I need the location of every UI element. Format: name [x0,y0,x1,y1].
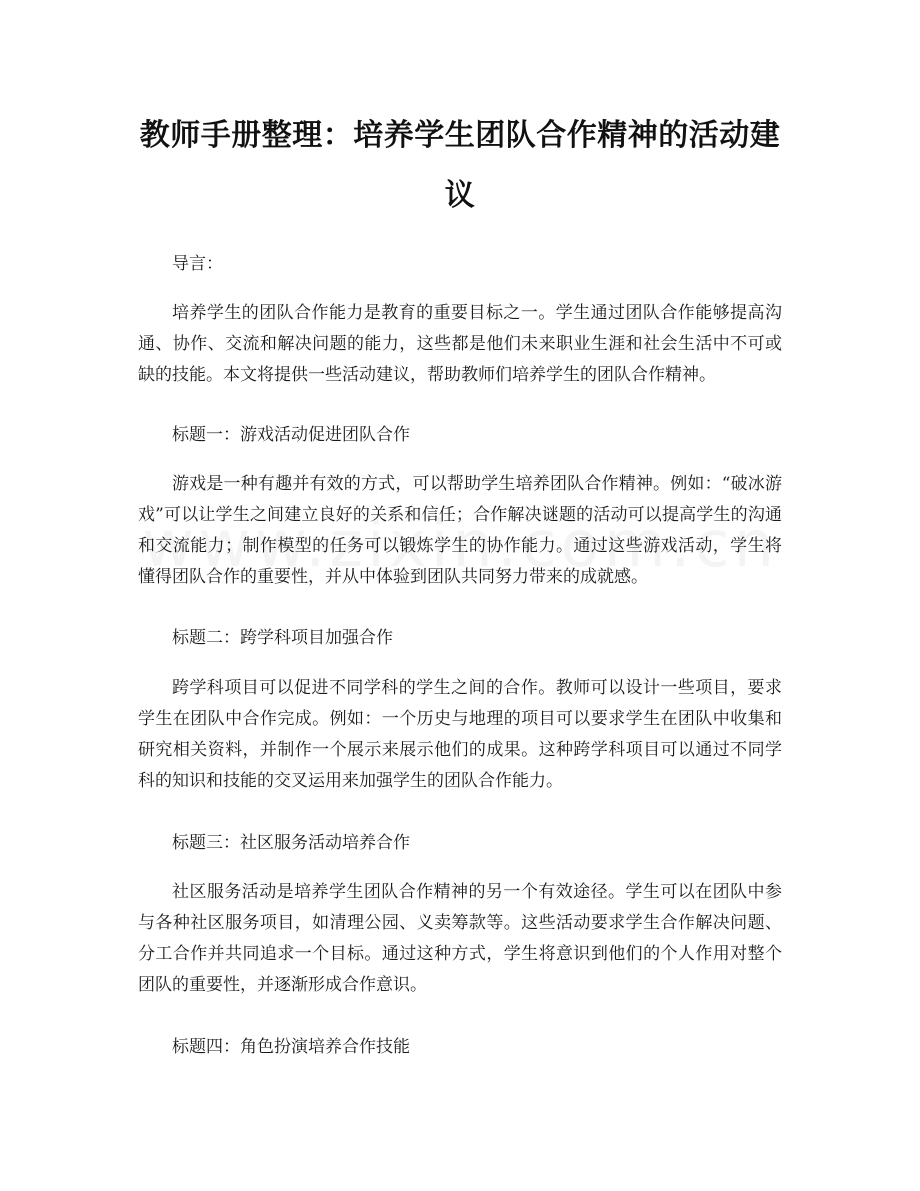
section-paragraph-2: 跨学科项目可以促进不同学科的学生之间的合作。教师可以设计一些项目，要求学生在团队中合作完成。例如：一个历史与地理的项目可以要求学生在团队中收集和研究相关资料，并制作一个展示来展示他们的成果。这种跨学科项目可以通过不同学科的知识和技能的交叉运用来加强学生的团队合作能力。 [138,678,782,791]
section-heading-3: 标题三：社区服务活动培养合作 [172,833,410,853]
intro-paragraph: 培养学生的团队合作能力是教育的重要目标之一。学生通过团队合作能够提高沟通、协作、交流和解决问题的能力，这些都是他们未来职业生涯和社会生活中不可或缺的技能。本文将提供一些活动建议，帮助教师们培养学生的团队合作精神。 [138,303,782,385]
document-title: 教师手册整理：培养学生团队合作精神的活动建议 [139,118,781,213]
section-heading-2: 标题二：跨学科项目加强合作 [172,628,393,648]
section-paragraph-1: 游戏是一种有趣并有效的方式，可以帮助学生培养团队合作精神。例如：“破冰游戏”可以让学生之间建立良好的关系和信任；合作解决谜题的活动可以提高学生的沟通和交流能力；制作模型的任务可以锻炼学生的协作能力。通过这些游戏活动，学生将懂得团队合作的重要性，并从中体验到团队共同努力带来的成就感。 [138,474,782,587]
section-heading-4: 标题四：角色扮演培养合作技能 [172,1037,410,1057]
section-paragraph-3: 社区服务活动是培养学生团队合作精神的另一个有效途径。学生可以在团队中参与各种社区服务项目，如清理公园、义卖筹款等。这些活动要求学生合作解决问题、分工合作并共同追求一个目标。通过这种方式，学生将意识到他们的个人作用对整个团队的重要性，并逐渐形成合作意识。 [138,882,782,995]
section-heading-1: 标题一：游戏活动促进团队合作 [172,425,410,445]
intro-label: 导言： [172,254,223,274]
